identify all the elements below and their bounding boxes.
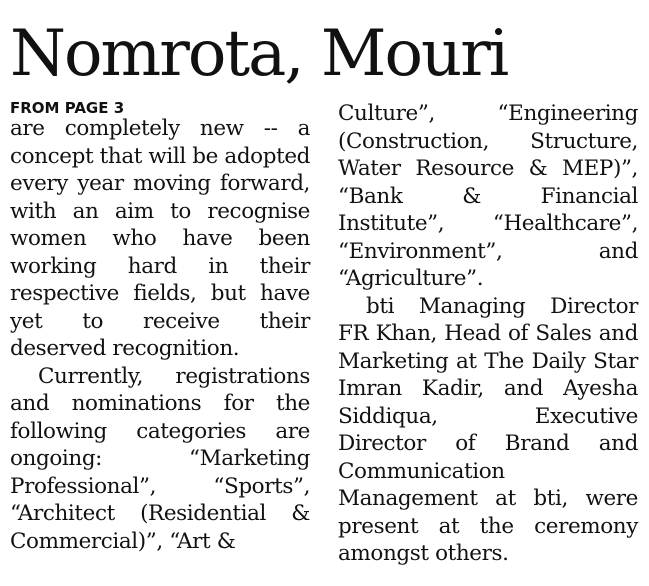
headline: Nomrota, Mouri [10, 17, 508, 91]
paragraph: are completely new -- a concept that will be adopted every year moving forward, with an aim to recognise women who have been working hard in their respective fields, but have yet to receive their deserved recognition. [10, 116, 311, 361]
continuation-kicker: FROM PAGE 3 [10, 99, 125, 117]
paragraph: bti Managing Director FR Khan, Head of Sales and Marketing at The Daily Star Imran Kadir, and Ayesha Siddiqua, Executive Director of Brand and Communication Management at bti, were present at the ceremony amongst others. [338, 293, 638, 566]
paragraph: Culture”, “Engineering (Construction, Structure, Water Resource & MEP)”, “Bank & Financial Institute”, “Healthcare”, “Environment”, and “Agriculture”. [338, 101, 638, 291]
paragraph: Currently, registrations and nominations for the following categories are ongoing: “Marketing Professional”, “Sports”, “Architect (Residential & Commercial)”, “Art & [10, 363, 310, 554]
article-column-left [10, 100, 310, 555]
article-column-right [338, 100, 638, 568]
